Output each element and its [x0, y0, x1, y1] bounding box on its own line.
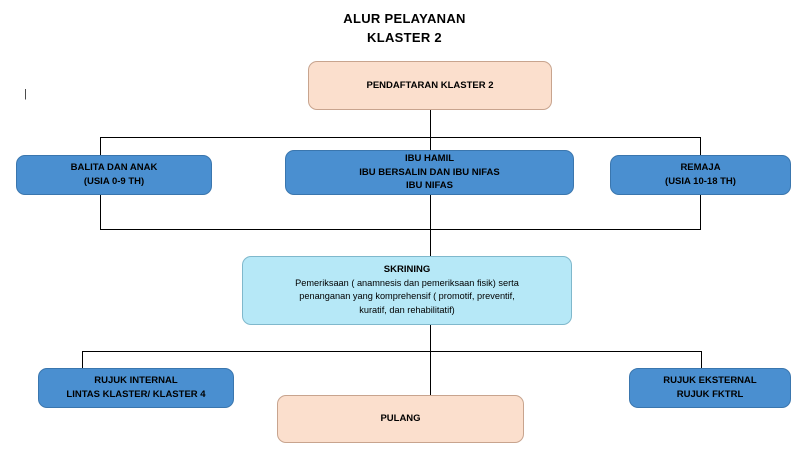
node-rujuk-internal-line-2: LINTAS KLASTER/ KLASTER 4	[66, 389, 206, 400]
node-rujuk-internal[interactable]	[38, 368, 234, 408]
connector-skrining-down	[430, 325, 431, 352]
node-remaja-line-1: REMAJA	[680, 162, 721, 174]
node-rujuk-internal-line-1: RUJUK INTERNAL	[94, 375, 178, 387]
connector-distribution-bar	[100, 137, 701, 138]
node-ibu-line-1: IBU HAMIL	[404, 152, 455, 164]
node-pendaftaran-klaster-2[interactable]	[308, 61, 552, 110]
connector-to-pulang	[430, 351, 431, 395]
page-title-line-1: ALUR PELAYANAN	[343, 11, 466, 26]
page-title	[0, 10, 809, 48]
page-title-line-2: KLASTER 2	[367, 29, 442, 45]
node-ibu-line-3: IBU NIFAS	[406, 180, 453, 192]
node-ibu-hamil[interactable]	[285, 150, 574, 195]
node-pulang[interactable]	[277, 395, 524, 443]
connector-to-remaja	[700, 137, 701, 155]
connector-merge-bar	[100, 229, 701, 230]
connector-to-rujuk-eksternal	[701, 351, 702, 368]
node-balita-line-1: BALITA DAN ANAK	[70, 162, 158, 174]
node-skrining-heading: SKRINING	[383, 263, 431, 275]
connector-to-skrining	[430, 229, 431, 256]
node-ibu-line-2: IBU BERSALIN DAN IBU NIFAS	[359, 166, 500, 178]
node-pulang-label: PULANG	[380, 413, 421, 425]
node-skrining[interactable]	[242, 256, 572, 325]
connector-balita-down	[100, 195, 101, 230]
node-balita-dan-anak[interactable]	[16, 155, 212, 195]
connector-output-bar	[82, 351, 702, 352]
stray-mark: |	[24, 88, 27, 100]
connector-ibu-down	[430, 195, 431, 230]
node-balita-line-2: (USIA 0-9 TH)	[83, 176, 145, 187]
node-rujuk-eksternal-line-1: RUJUK EKSTERNAL	[663, 375, 757, 387]
node-pendaftaran-label: PENDAFTARAN KLASTER 2	[366, 79, 494, 91]
node-remaja[interactable]	[610, 155, 791, 195]
node-rujuk-eksternal[interactable]	[629, 368, 791, 408]
node-skrining-line-2: penanganan yang komprehensif ( promotif, preventif,	[299, 291, 515, 302]
connector-pendaftaran-down	[430, 110, 431, 138]
connector-to-balita	[100, 137, 101, 155]
node-remaja-line-2: (USIA 10-18 TH)	[665, 176, 736, 187]
node-skrining-line-3: kuratif, dan rehabilitatif)	[359, 305, 455, 316]
node-rujuk-eksternal-line-2: RUJUK FKTRL	[676, 389, 744, 400]
connector-remaja-down	[700, 195, 701, 230]
node-skrining-line-1: Pemeriksaan ( anamnesis dan pemeriksaan fisik) serta	[295, 277, 519, 288]
connector-to-rujuk-internal	[82, 351, 83, 368]
